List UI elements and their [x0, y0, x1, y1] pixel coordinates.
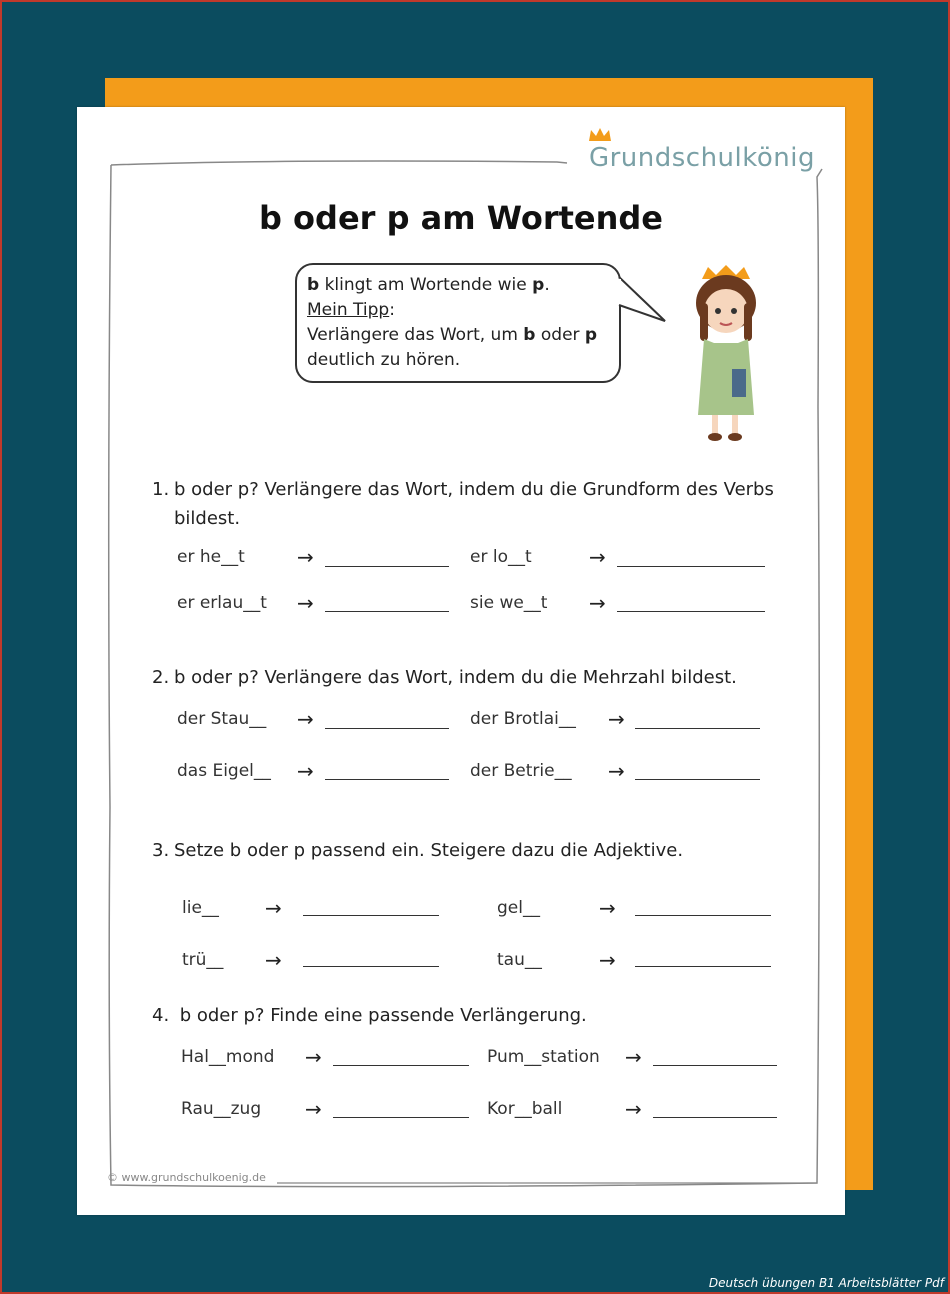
girl-illustration — [682, 265, 772, 445]
arrow-icon: → — [265, 948, 282, 972]
tip-line-2 — [307, 298, 609, 323]
item-text: gel__ — [497, 898, 540, 918]
answer-line[interactable] — [325, 728, 449, 729]
answer-line[interactable] — [333, 1117, 469, 1118]
task-2 — [152, 667, 737, 688]
answer-line[interactable] — [635, 779, 760, 780]
arrow-icon: → — [608, 707, 625, 731]
tip-period: . — [544, 275, 550, 295]
arrow-icon: → — [625, 1045, 642, 1069]
item-text: sie we__t — [470, 593, 548, 613]
answer-line[interactable] — [333, 1065, 469, 1066]
item-text: Kor__ball — [487, 1099, 563, 1119]
answer-line[interactable] — [635, 966, 771, 967]
item-text: der Betrie__ — [470, 761, 572, 781]
answer-line[interactable] — [617, 566, 765, 567]
answer-line[interactable] — [617, 611, 765, 612]
task-text: b oder p? Verlängere das Wort, indem du die Grundform des Verbs — [174, 479, 774, 500]
item-text: Rau__zug — [181, 1099, 262, 1119]
copyright-footer: © www.grundschulkoenig.de — [107, 1171, 266, 1184]
crown-icon — [587, 127, 613, 143]
arrow-icon: → — [608, 759, 625, 783]
tip-text: oder — [535, 325, 585, 345]
task-number: 3. — [152, 840, 170, 861]
answer-line[interactable] — [325, 779, 449, 780]
bubble-tail — [617, 275, 677, 335]
answer-line[interactable] — [325, 611, 449, 612]
answer-line[interactable] — [303, 915, 439, 916]
tip-b: b — [307, 275, 320, 295]
arrow-icon: → — [297, 545, 314, 569]
arrow-icon: → — [305, 1045, 322, 1069]
brand-name: Grundschulkönig — [588, 143, 815, 173]
item-text: trü__ — [182, 950, 224, 970]
arrow-icon: → — [589, 591, 606, 615]
answer-line[interactable] — [653, 1065, 777, 1066]
arrow-icon: → — [297, 591, 314, 615]
arrow-icon: → — [297, 707, 314, 731]
item-text: er he__t — [177, 547, 245, 567]
item-text: er erlau__t — [177, 593, 267, 613]
tip-p: p — [584, 325, 598, 345]
item-text: das Eigel__ — [177, 761, 271, 781]
task-3 — [152, 840, 683, 861]
item-text: der Brotlai__ — [470, 709, 576, 729]
answer-line[interactable] — [635, 915, 771, 916]
task-number: 1. — [152, 479, 170, 500]
arrow-icon: → — [599, 896, 616, 920]
tip-text: klingt am Wortende wie — [319, 275, 533, 295]
tip-colon: : — [389, 300, 395, 320]
task-number: 2. — [152, 667, 170, 688]
arrow-icon: → — [297, 759, 314, 783]
worksheet-page — [77, 107, 845, 1215]
tip-line-1 — [307, 273, 609, 298]
tip-bubble — [295, 263, 621, 383]
item-text: Hal__mond — [181, 1047, 275, 1067]
tip-line-3 — [307, 323, 609, 348]
page-title: b oder p am Wortende — [259, 199, 663, 237]
task-text: b oder p? Verlängere das Wort, indem du die Mehrzahl bildest. — [174, 667, 737, 688]
tip-line-4: deutlich zu hören. — [307, 350, 461, 370]
tip-heading: Mein Tipp — [307, 300, 390, 320]
item-text: tau__ — [497, 950, 542, 970]
arrow-icon: → — [625, 1097, 642, 1121]
answer-line[interactable] — [653, 1117, 777, 1118]
arrow-icon: → — [599, 948, 616, 972]
watermark-caption: Deutsch übungen B1 Arbeitsblätter Pdf — [708, 1276, 944, 1290]
answer-line[interactable] — [303, 966, 439, 967]
answer-line[interactable] — [635, 728, 760, 729]
tip-text: Verlängere das Wort, um — [307, 325, 524, 345]
item-text: der Stau__ — [177, 709, 267, 729]
brand-logo — [589, 143, 815, 173]
item-text: er lo__t — [470, 547, 532, 567]
tip-b: b — [523, 325, 536, 345]
arrow-icon: → — [589, 545, 606, 569]
arrow-icon: → — [265, 896, 282, 920]
task-4 — [152, 1005, 587, 1026]
task-text: b oder p? Finde eine passende Verlängerung. — [174, 1005, 587, 1026]
arrow-icon: → — [305, 1097, 322, 1121]
task-text: Setze b oder p passend ein. Steigere dazu die Adjektive. — [174, 840, 684, 861]
task-1 — [152, 479, 774, 529]
item-text: lie__ — [182, 898, 219, 918]
task-number: 4. — [152, 1005, 170, 1026]
item-text: Pum__station — [487, 1047, 600, 1067]
tip-p: p — [532, 275, 545, 295]
task-text-cont: bildest. — [174, 508, 241, 529]
answer-line[interactable] — [325, 566, 449, 567]
